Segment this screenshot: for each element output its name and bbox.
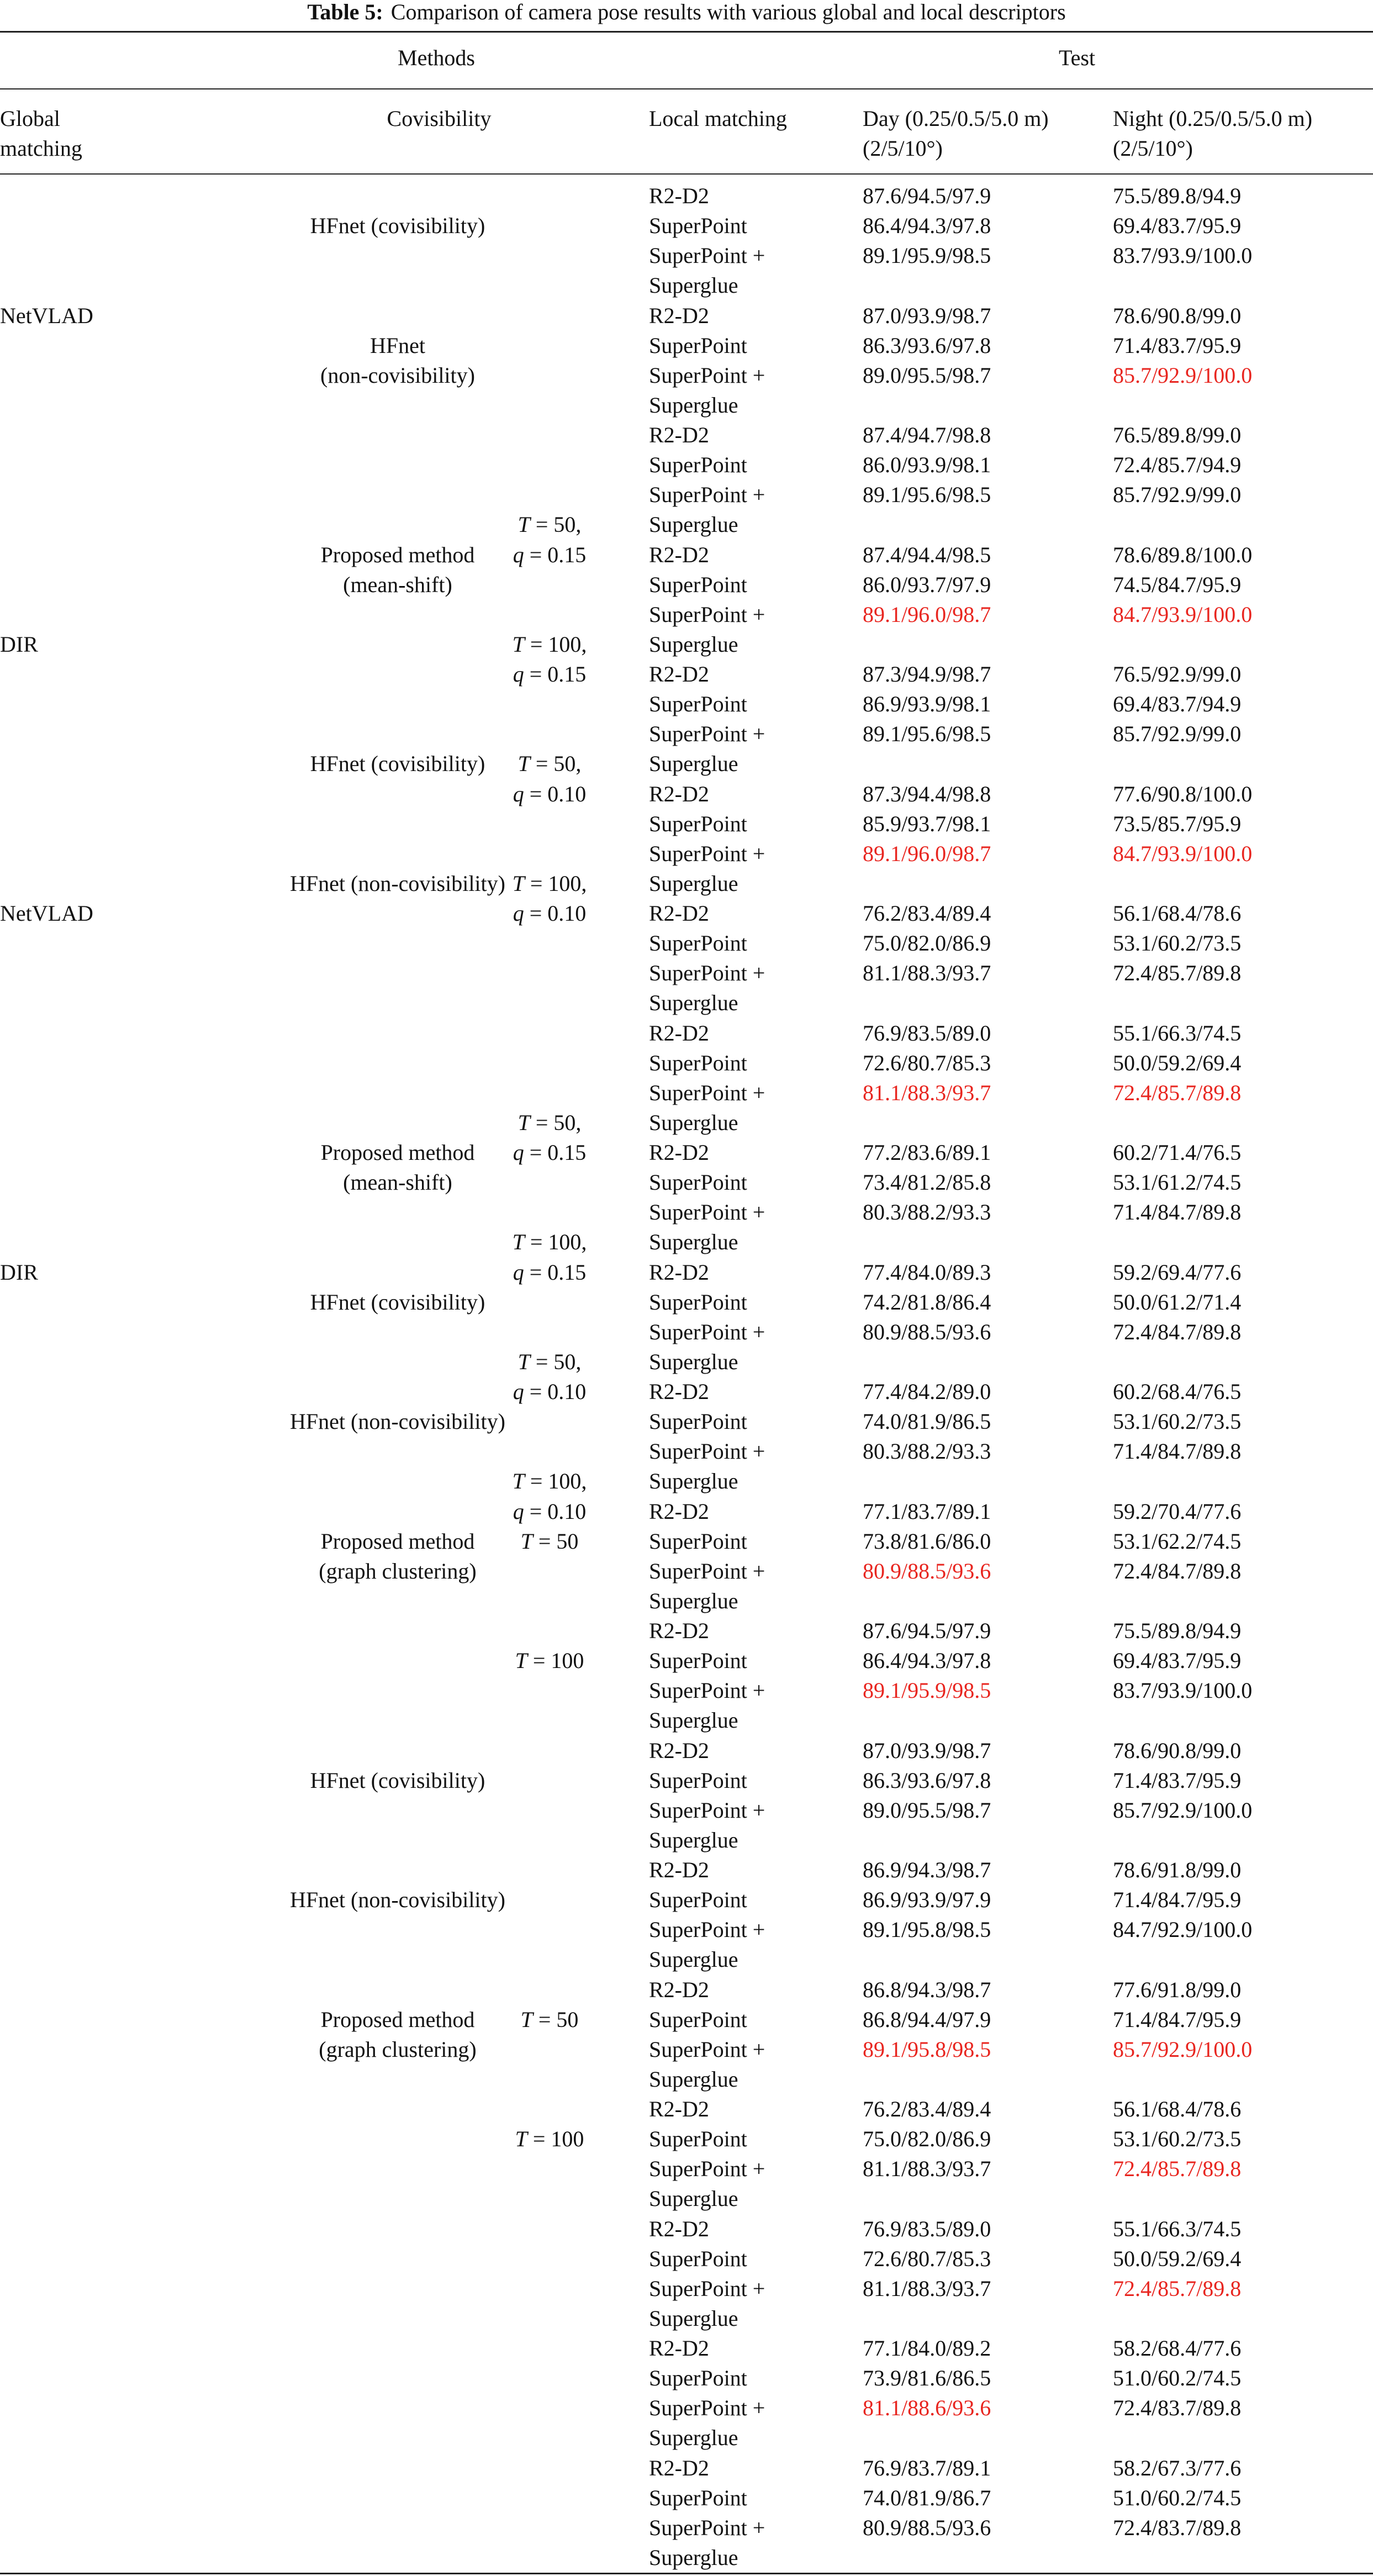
header-test: Test bbox=[1058, 45, 1096, 70]
day-value: 73.4/81.2/85.8 bbox=[863, 1170, 991, 1195]
local-method-r2d2: R2-D2 bbox=[649, 781, 709, 806]
local-method-superpoint: SuperPoint bbox=[649, 213, 747, 239]
covisibility-label: Proposed method bbox=[320, 1140, 475, 1165]
local-method-r2d2: R2-D2 bbox=[649, 183, 709, 208]
local-method-superpoint: SuperPoint bbox=[649, 1887, 747, 1913]
header-day-2: (2/5/10°) bbox=[863, 136, 943, 161]
covisibility-label: HFnet (covisibility) bbox=[310, 213, 485, 239]
local-method-superpoint: SuperPoint bbox=[649, 1170, 747, 1195]
day-value: 76.9/83.5/89.0 bbox=[863, 2216, 991, 2241]
day-value: 86.9/94.3/98.7 bbox=[863, 1857, 991, 1882]
local-method-superglue: Superglue bbox=[649, 1947, 738, 1972]
day-value: 89.0/95.5/98.7 bbox=[863, 362, 991, 388]
covisibility-label: (mean-shift) bbox=[343, 572, 452, 597]
header-night-2: (2/5/10°) bbox=[1113, 136, 1193, 161]
local-method-superpoint-superglue: SuperPoint + bbox=[649, 1439, 765, 1464]
header-night-1: Night (0.25/0.5/5.0 m) bbox=[1113, 106, 1313, 131]
day-value: 76.9/83.7/89.1 bbox=[863, 2455, 991, 2480]
night-value: 53.1/61.2/74.5 bbox=[1113, 1170, 1242, 1195]
night-value: 78.6/90.8/99.0 bbox=[1113, 1738, 1242, 1763]
covisibility-label: HFnet (non-covisibility) bbox=[290, 1409, 505, 1434]
local-method-superpoint-superglue: SuperPoint + bbox=[649, 2515, 765, 2540]
day-value: 74.2/81.8/86.4 bbox=[863, 1289, 991, 1315]
local-method-superglue: Superglue bbox=[649, 751, 738, 777]
day-value: 80.9/88.5/93.6 bbox=[863, 2515, 991, 2540]
local-method-r2d2: R2-D2 bbox=[649, 901, 709, 926]
night-value: 85.7/92.9/99.0 bbox=[1113, 721, 1242, 747]
day-value: 73.8/81.6/86.0 bbox=[863, 1528, 991, 1554]
parameter-t: T = 100 bbox=[515, 1648, 584, 1674]
night-value: 50.0/59.2/69.4 bbox=[1113, 1050, 1242, 1075]
header-local-matching: Local matching bbox=[649, 106, 787, 131]
night-value: 71.4/84.7/95.9 bbox=[1113, 1887, 1242, 1913]
night-value: 75.5/89.8/94.9 bbox=[1113, 1618, 1242, 1643]
local-method-superglue: Superglue bbox=[649, 1469, 738, 1494]
night-value: 72.4/85.7/89.8 bbox=[1113, 960, 1242, 986]
local-method-superglue: Superglue bbox=[649, 1349, 738, 1374]
local-method-superpoint-superglue: SuperPoint + bbox=[649, 482, 765, 508]
day-value: 89.0/95.5/98.7 bbox=[863, 1797, 991, 1823]
night-value: 76.5/89.8/99.0 bbox=[1113, 423, 1242, 447]
parameter-t: T = 50, bbox=[517, 512, 582, 537]
local-method-superglue: Superglue bbox=[649, 392, 738, 418]
day-value: 80.9/88.5/93.6 bbox=[863, 1319, 991, 1344]
day-value: 81.1/88.3/93.7 bbox=[863, 2156, 991, 2182]
local-method-superpoint-superglue: SuperPoint + bbox=[649, 2036, 765, 2062]
global-matching-label: NetVLAD bbox=[0, 901, 93, 926]
parameter-q: q = 0.15 bbox=[513, 662, 587, 687]
night-value: 53.1/62.2/74.5 bbox=[1113, 1528, 1242, 1554]
table-title: Comparison of camera pose results with various global and local descriptors bbox=[390, 0, 1066, 24]
night-value: 50.0/61.2/71.4 bbox=[1113, 1289, 1242, 1315]
night-value: 72.4/83.7/89.8 bbox=[1113, 2395, 1242, 2421]
night-value: 69.4/83.7/95.9 bbox=[1113, 213, 1242, 239]
local-method-superpoint: SuperPoint bbox=[649, 691, 747, 717]
night-value: 84.7/92.9/100.0 bbox=[1113, 1917, 1253, 1942]
day-value-best: 81.1/88.3/93.7 bbox=[863, 1080, 991, 1105]
local-method-superpoint-superglue: SuperPoint + bbox=[649, 1319, 765, 1344]
covisibility-label: (mean-shift) bbox=[343, 1170, 452, 1195]
day-value: 87.6/94.5/97.9 bbox=[863, 1618, 991, 1643]
night-value: 72.4/84.7/89.8 bbox=[1113, 1558, 1242, 1583]
local-method-superglue: Superglue bbox=[649, 990, 738, 1016]
day-value: 77.1/84.0/89.2 bbox=[863, 2336, 991, 2361]
local-method-r2d2: R2-D2 bbox=[649, 1259, 709, 1285]
day-value: 87.0/93.9/98.7 bbox=[863, 1738, 991, 1763]
covisibility-label: (graph clustering) bbox=[319, 2036, 477, 2062]
local-method-superpoint: SuperPoint bbox=[649, 1528, 747, 1554]
night-value-best: 72.4/85.7/89.8 bbox=[1113, 2156, 1242, 2182]
night-value: 69.4/83.7/94.9 bbox=[1113, 691, 1242, 717]
night-value: 71.4/83.7/95.9 bbox=[1113, 332, 1242, 358]
day-value: 81.1/88.3/93.7 bbox=[863, 2276, 991, 2301]
local-method-superpoint: SuperPoint bbox=[649, 2007, 747, 2032]
night-value: 78.6/89.8/100.0 bbox=[1113, 542, 1253, 567]
parameter-q: q = 0.15 bbox=[513, 542, 587, 567]
covisibility-label: (graph clustering) bbox=[319, 1558, 477, 1583]
local-method-superpoint-superglue: SuperPoint + bbox=[649, 1558, 765, 1583]
covisibility-label: (non-covisibility) bbox=[320, 362, 475, 388]
local-method-superpoint-superglue: SuperPoint + bbox=[649, 243, 765, 268]
parameter-t: T = 100, bbox=[512, 1229, 587, 1255]
day-value: 80.3/88.2/93.3 bbox=[863, 1439, 991, 1464]
night-value-best: 72.4/85.7/89.8 bbox=[1113, 2276, 1242, 2301]
table-label: Table 5: bbox=[307, 0, 383, 24]
day-value: 74.0/81.9/86.7 bbox=[863, 2485, 991, 2510]
night-value: 77.6/91.8/99.0 bbox=[1113, 1977, 1242, 2002]
parameter-t: T = 100, bbox=[512, 1469, 587, 1494]
covisibility-label: HFnet (non-covisibility) bbox=[290, 870, 505, 896]
local-method-superglue: Superglue bbox=[649, 870, 738, 896]
parameter-t: T = 100 bbox=[515, 2126, 584, 2152]
local-method-r2d2: R2-D2 bbox=[649, 2097, 709, 2121]
day-value-best: 89.1/95.9/98.5 bbox=[863, 1678, 991, 1703]
day-value: 72.6/80.7/85.3 bbox=[863, 1050, 991, 1075]
local-method-superpoint: SuperPoint bbox=[649, 1409, 747, 1434]
day-value: 86.9/93.9/97.9 bbox=[863, 1887, 991, 1913]
day-value: 76.2/83.4/89.4 bbox=[863, 2097, 991, 2121]
local-method-r2d2: R2-D2 bbox=[649, 542, 709, 567]
local-method-superpoint-superglue: SuperPoint + bbox=[649, 1678, 765, 1703]
covisibility-label: Proposed method bbox=[320, 542, 475, 567]
night-value: 71.4/84.7/89.8 bbox=[1113, 1439, 1242, 1464]
day-value: 86.4/94.3/97.8 bbox=[863, 213, 991, 239]
local-method-r2d2: R2-D2 bbox=[649, 1618, 709, 1643]
night-value: 85.7/92.9/99.0 bbox=[1113, 482, 1242, 508]
local-method-superpoint: SuperPoint bbox=[649, 931, 747, 956]
global-matching-label: NetVLAD bbox=[0, 303, 93, 328]
night-value: 72.4/85.7/94.9 bbox=[1113, 452, 1242, 478]
local-method-superglue: Superglue bbox=[649, 2425, 738, 2451]
local-method-superpoint: SuperPoint bbox=[649, 1050, 747, 1075]
parameter-q: q = 0.10 bbox=[513, 1498, 587, 1524]
local-method-r2d2: R2-D2 bbox=[649, 2216, 709, 2241]
day-value: 86.4/94.3/97.8 bbox=[863, 1648, 991, 1674]
night-value: 78.6/90.8/99.0 bbox=[1113, 303, 1242, 328]
day-value: 87.4/94.7/98.8 bbox=[863, 423, 991, 447]
night-value: 72.4/84.7/89.8 bbox=[1113, 1319, 1242, 1344]
day-value: 86.0/93.9/98.1 bbox=[863, 452, 991, 478]
local-method-r2d2: R2-D2 bbox=[649, 1738, 709, 1763]
night-value: 55.1/66.3/74.5 bbox=[1113, 1020, 1242, 1046]
night-value: 83.7/93.9/100.0 bbox=[1113, 1678, 1253, 1703]
day-value: 75.0/82.0/86.9 bbox=[863, 931, 991, 956]
day-value: 86.3/93.6/97.8 bbox=[863, 332, 991, 358]
night-value: 58.2/68.4/77.6 bbox=[1113, 2336, 1242, 2361]
day-value: 87.3/94.9/98.7 bbox=[863, 662, 991, 687]
day-value: 87.0/93.9/98.7 bbox=[863, 303, 991, 328]
covisibility-label: Proposed method bbox=[320, 1528, 475, 1554]
parameter-t: T = 50, bbox=[517, 751, 582, 777]
night-value: 75.5/89.8/94.9 bbox=[1113, 183, 1242, 208]
day-value: 75.0/82.0/86.9 bbox=[863, 2126, 991, 2152]
local-method-superpoint-superglue: SuperPoint + bbox=[649, 841, 765, 866]
local-method-superglue: Superglue bbox=[649, 2305, 738, 2331]
local-method-superpoint: SuperPoint bbox=[649, 2126, 747, 2152]
night-value: 50.0/59.2/69.4 bbox=[1113, 2246, 1242, 2271]
local-method-superpoint-superglue: SuperPoint + bbox=[649, 721, 765, 747]
header-mid-rule bbox=[0, 88, 1373, 89]
night-value: 71.4/84.7/95.9 bbox=[1113, 2007, 1242, 2032]
covisibility-label: HFnet (covisibility) bbox=[310, 1289, 485, 1315]
parameter-q: q = 0.10 bbox=[513, 781, 587, 806]
night-value: 60.2/71.4/76.5 bbox=[1113, 1140, 1242, 1165]
local-method-r2d2: R2-D2 bbox=[649, 423, 709, 447]
header-global-1: Global bbox=[0, 106, 60, 131]
day-value: 77.4/84.2/89.0 bbox=[863, 1379, 991, 1404]
local-method-r2d2: R2-D2 bbox=[649, 2455, 709, 2480]
night-value-best: 85.7/92.9/100.0 bbox=[1113, 362, 1253, 388]
local-method-superglue: Superglue bbox=[649, 512, 738, 537]
local-method-superpoint-superglue: SuperPoint + bbox=[649, 2156, 765, 2182]
night-value: 51.0/60.2/74.5 bbox=[1113, 2366, 1242, 2391]
night-value-best: 84.7/93.9/100.0 bbox=[1113, 601, 1253, 627]
parameter-t: T = 50, bbox=[517, 1110, 582, 1135]
local-method-superglue: Superglue bbox=[649, 2186, 738, 2211]
local-method-superpoint: SuperPoint bbox=[649, 332, 747, 358]
local-method-superpoint-superglue: SuperPoint + bbox=[649, 2395, 765, 2421]
local-method-superpoint: SuperPoint bbox=[649, 1648, 747, 1674]
local-method-superpoint: SuperPoint bbox=[649, 2246, 747, 2271]
covisibility-label: HFnet (non-covisibility) bbox=[290, 1887, 505, 1913]
night-value: 74.5/84.7/95.9 bbox=[1113, 572, 1242, 597]
global-matching-label: DIR bbox=[0, 1259, 38, 1285]
parameter-t: T = 100, bbox=[512, 870, 587, 896]
local-method-superglue: Superglue bbox=[649, 273, 738, 298]
day-value: 74.0/81.9/86.5 bbox=[863, 1409, 991, 1434]
local-method-superglue: Superglue bbox=[649, 1708, 738, 1733]
day-value: 89.1/95.6/98.5 bbox=[863, 482, 991, 508]
day-value: 86.8/94.3/98.7 bbox=[863, 1977, 991, 2002]
night-value: 78.6/91.8/99.0 bbox=[1113, 1857, 1242, 1882]
top-rule bbox=[0, 31, 1373, 33]
parameter-q: q = 0.15 bbox=[513, 1259, 587, 1285]
night-value: 72.4/83.7/89.8 bbox=[1113, 2515, 1242, 2540]
local-method-r2d2: R2-D2 bbox=[649, 662, 709, 687]
night-value-best: 85.7/92.9/100.0 bbox=[1113, 2036, 1253, 2062]
night-value: 59.2/69.4/77.6 bbox=[1113, 1259, 1242, 1285]
night-value: 59.2/70.4/77.6 bbox=[1113, 1498, 1242, 1524]
covisibility-label: HFnet (covisibility) bbox=[310, 751, 485, 777]
local-method-superpoint-superglue: SuperPoint + bbox=[649, 362, 765, 388]
header-global-2: matching bbox=[0, 136, 82, 161]
day-value: 89.1/95.8/98.5 bbox=[863, 1917, 991, 1942]
night-value: 83.7/93.9/100.0 bbox=[1113, 243, 1253, 268]
day-value: 86.9/93.9/98.1 bbox=[863, 691, 991, 717]
local-method-superpoint-superglue: SuperPoint + bbox=[649, 601, 765, 627]
day-value: 86.0/93.7/97.9 bbox=[863, 572, 991, 597]
day-value: 77.1/83.7/89.1 bbox=[863, 1498, 991, 1524]
night-value: 77.6/90.8/100.0 bbox=[1113, 781, 1253, 806]
table-caption bbox=[0, 0, 1373, 24]
local-method-superpoint: SuperPoint bbox=[649, 572, 747, 597]
covisibility-label: HFnet bbox=[370, 332, 425, 358]
local-method-superpoint-superglue: SuperPoint + bbox=[649, 1917, 765, 1942]
night-value: 53.1/60.2/73.5 bbox=[1113, 1409, 1242, 1434]
local-method-superpoint: SuperPoint bbox=[649, 1289, 747, 1315]
parameter-t: T = 50, bbox=[517, 1349, 582, 1374]
header-bottom-rule bbox=[0, 173, 1373, 175]
day-value: 89.1/95.9/98.5 bbox=[863, 243, 991, 268]
local-method-superpoint: SuperPoint bbox=[649, 2366, 747, 2391]
local-method-superpoint: SuperPoint bbox=[649, 2485, 747, 2510]
local-method-superpoint-superglue: SuperPoint + bbox=[649, 1797, 765, 1823]
day-value: 87.3/94.4/98.8 bbox=[863, 781, 991, 806]
day-value: 89.1/95.6/98.5 bbox=[863, 721, 991, 747]
day-value: 77.2/83.6/89.1 bbox=[863, 1140, 991, 1165]
local-method-superglue: Superglue bbox=[649, 1588, 738, 1613]
header-day-1: Day (0.25/0.5/5.0 m) bbox=[863, 106, 1049, 131]
local-method-superglue: Superglue bbox=[649, 1827, 738, 1852]
day-value: 86.3/93.6/97.8 bbox=[863, 1767, 991, 1793]
night-value: 71.4/83.7/95.9 bbox=[1113, 1767, 1242, 1793]
bottom-rule bbox=[0, 2573, 1373, 2574]
local-method-r2d2: R2-D2 bbox=[649, 303, 709, 328]
night-value: 53.1/60.2/73.5 bbox=[1113, 2126, 1242, 2152]
day-value: 76.2/83.4/89.4 bbox=[863, 901, 991, 926]
local-method-r2d2: R2-D2 bbox=[649, 2336, 709, 2361]
night-value: 76.5/92.9/99.0 bbox=[1113, 662, 1242, 687]
header-covisibility: Covisibility bbox=[387, 106, 492, 131]
day-value: 77.4/84.0/89.3 bbox=[863, 1259, 991, 1285]
local-method-superglue: Superglue bbox=[649, 1229, 738, 1255]
parameter-t: T = 50 bbox=[520, 2007, 579, 2032]
local-method-superglue: Superglue bbox=[649, 1110, 738, 1135]
night-value: 53.1/60.2/73.5 bbox=[1113, 931, 1242, 956]
day-value: 72.6/80.7/85.3 bbox=[863, 2246, 991, 2271]
day-value: 87.4/94.4/98.5 bbox=[863, 542, 991, 567]
day-value: 86.8/94.4/97.9 bbox=[863, 2007, 991, 2032]
local-method-r2d2: R2-D2 bbox=[649, 1498, 709, 1524]
night-value: 58.2/67.3/77.6 bbox=[1113, 2455, 1242, 2480]
local-method-superpoint-superglue: SuperPoint + bbox=[649, 1080, 765, 1105]
night-value-best: 84.7/93.9/100.0 bbox=[1113, 841, 1253, 866]
header-methods: Methods bbox=[398, 45, 475, 70]
covisibility-label: Proposed method bbox=[320, 2007, 475, 2032]
local-method-superpoint: SuperPoint bbox=[649, 1767, 747, 1793]
night-value-best: 72.4/85.7/89.8 bbox=[1113, 1080, 1242, 1105]
night-value: 55.1/66.3/74.5 bbox=[1113, 2216, 1242, 2241]
local-method-r2d2: R2-D2 bbox=[649, 1857, 709, 1882]
local-method-superpoint: SuperPoint bbox=[649, 452, 747, 478]
day-value-best: 89.1/95.8/98.5 bbox=[863, 2036, 991, 2062]
local-method-superpoint: SuperPoint bbox=[649, 811, 747, 836]
night-value: 60.2/68.4/76.5 bbox=[1113, 1379, 1242, 1404]
day-value-best: 89.1/96.0/98.7 bbox=[863, 841, 991, 866]
local-method-superglue: Superglue bbox=[649, 631, 738, 657]
day-value: 87.6/94.5/97.9 bbox=[863, 183, 991, 208]
parameter-q: q = 0.15 bbox=[513, 1140, 587, 1165]
local-method-superglue: Superglue bbox=[649, 2545, 738, 2570]
day-value-best: 89.1/96.0/98.7 bbox=[863, 601, 991, 627]
local-method-r2d2: R2-D2 bbox=[649, 1379, 709, 1404]
night-value: 56.1/68.4/78.6 bbox=[1113, 2097, 1242, 2121]
night-value: 73.5/85.7/95.9 bbox=[1113, 811, 1242, 836]
night-value: 85.7/92.9/100.0 bbox=[1113, 1797, 1253, 1823]
parameter-t: T = 50 bbox=[520, 1528, 579, 1554]
global-matching-label: DIR bbox=[0, 631, 38, 657]
night-value: 51.0/60.2/74.5 bbox=[1113, 2485, 1242, 2510]
night-value: 69.4/83.7/95.9 bbox=[1113, 1648, 1242, 1674]
local-method-r2d2: R2-D2 bbox=[649, 1977, 709, 2002]
day-value: 76.9/83.5/89.0 bbox=[863, 1020, 991, 1046]
day-value: 73.9/81.6/86.5 bbox=[863, 2366, 991, 2391]
local-method-r2d2: R2-D2 bbox=[649, 1020, 709, 1046]
night-value: 71.4/84.7/89.8 bbox=[1113, 1200, 1242, 1225]
day-value: 81.1/88.3/93.7 bbox=[863, 960, 991, 986]
day-value-best: 81.1/88.6/93.6 bbox=[863, 2395, 991, 2421]
local-method-superpoint-superglue: SuperPoint + bbox=[649, 2276, 765, 2301]
local-method-superpoint-superglue: SuperPoint + bbox=[649, 1200, 765, 1225]
parameter-t: T = 100, bbox=[512, 631, 587, 657]
parameter-q: q = 0.10 bbox=[513, 1379, 587, 1404]
local-method-superpoint-superglue: SuperPoint + bbox=[649, 960, 765, 986]
night-value: 56.1/68.4/78.6 bbox=[1113, 901, 1242, 926]
day-value-best: 80.9/88.5/93.6 bbox=[863, 1558, 991, 1583]
local-method-r2d2: R2-D2 bbox=[649, 1140, 709, 1165]
day-value: 80.3/88.2/93.3 bbox=[863, 1200, 991, 1225]
parameter-q: q = 0.10 bbox=[513, 901, 587, 926]
covisibility-label: HFnet (covisibility) bbox=[310, 1767, 485, 1793]
day-value: 85.9/93.7/98.1 bbox=[863, 811, 991, 836]
local-method-superglue: Superglue bbox=[649, 2066, 738, 2092]
